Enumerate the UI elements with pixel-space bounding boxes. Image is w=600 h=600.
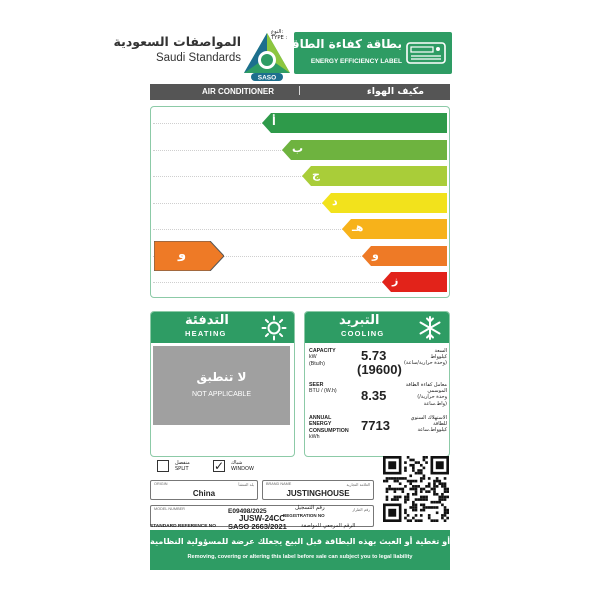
legal-warning-english: Removing, covering or altering this label before sale can subject you to legal liability [187,554,413,560]
registration-label-english: REGISTRATION NO [283,513,325,518]
rating-row-3 [151,193,449,213]
capacity-label-english: CAPACITY [309,348,336,354]
rating-bar-letter: ز [392,274,399,287]
not-applicable-arabic: لا تنطبق [196,370,247,384]
rating-bar-5 [362,246,447,266]
heating-title-arabic: التدفئة [185,313,229,328]
annual-label-ar [399,415,447,434]
registration-number: E09498/2025 [228,508,267,515]
cooling-title-english: COOLING [341,329,385,338]
seer-label-arabic: معامل كفاءة الطاقة الموسمي [405,382,447,395]
legal-warning-footer [150,530,472,570]
seer-unit-arabic: (وحدة حرارية/ واط.ساعة) [417,394,447,407]
saso-logo-block [113,30,291,82]
split-label-arabic: منفصل [175,460,190,466]
rating-bar-letter: ج [312,168,320,181]
brand-label-english: BRAND NAME [266,482,292,486]
saso-name-arabic: المواصفات السعودية [113,34,241,49]
product-type-separator: | [298,86,302,96]
registration-label [283,505,325,519]
split-label [175,460,190,472]
seer-label-ar [399,382,447,407]
capacity-unit-btu-arabic: (وحدة حرارية/ساعة) [403,360,447,367]
selected-rating-letter: و [178,246,187,262]
saso-logo-text: SASO [257,74,277,82]
brand-field [262,480,374,500]
capacity-value-btu: (19600) [357,362,402,377]
annual-label-english: ANNUAL ENERGY CONSUMPTION [309,415,349,434]
capacity-label [309,348,353,367]
eel-title-english: ENERGY EFFICIENCY LABEL [310,58,402,65]
cooling-header [305,312,449,343]
snowflake-icon [417,315,443,341]
rating-row-4 [151,219,449,239]
energy-efficiency-title [284,32,452,74]
split-type-option [157,457,207,479]
eel-title-arabic: بطاقة كفاءة الطاقة [284,37,402,51]
selected-rating-marker [154,241,224,271]
model-label-english: MODEL NUMBER [154,507,185,511]
energy-label [113,26,472,574]
annual-value: 7713 [361,418,390,433]
window-checkbox-checked: ✓ [214,459,225,473]
window-label-arabic: شباك [231,460,243,466]
capacity-row [309,348,447,376]
air-conditioner-icon [406,42,446,64]
origin-label-arabic: بلد المنشأ [238,482,254,487]
rating-bar-2 [302,166,447,186]
product-type-arabic: مكيف الهواء [366,86,424,97]
seer-unit: BTU / (W.h) [309,388,337,395]
heating-not-applicable [153,346,290,425]
capacity-unit-kw: kW [309,354,317,361]
capacity-value-kw: 5.73 [361,348,387,363]
window-type-option [213,457,265,479]
registration-label-arabic: رقم التسجيل [295,505,325,511]
capacity-label-arabic: السعة [434,348,447,354]
rating-bar-0 [262,113,447,133]
standard-reference-label-english: STANDARD REFERENCE NO [150,524,217,529]
annual-label-arabic: الاستهلاك السنوي للطاقة [410,415,447,428]
rating-bar-letter: د [332,194,338,208]
seer-label [309,382,353,395]
rating-bar-1 [282,140,447,160]
product-type-bar [150,84,450,100]
rating-bar-4 [342,219,447,239]
model-value: JUSW-24CC [238,514,286,523]
rating-row-6 [151,272,449,292]
not-applicable-english: NOT APPLICABLE [191,391,251,398]
rating-bar-letter: و [372,247,379,261]
standard-reference-value: SASO 2663/2021 [228,522,287,531]
window-label [231,460,254,472]
annual-label [309,415,353,440]
brand-label-arabic: العلامة التجارية [346,482,370,487]
origin-value: China [192,489,216,498]
annual-consumption-row [309,415,447,443]
seer-row [309,382,447,406]
rating-row-0 [151,113,449,133]
standard-reference-label-arabic: الرقم المرجعي للمواصفة [301,523,356,529]
type-caption-arabic: النوع: [271,29,284,35]
split-label-english: SPLIT [175,466,189,472]
sun-icon [261,315,287,341]
brand-value: JUSTINGHOUSE [286,489,350,498]
rating-row-1 [151,140,449,160]
product-type-english: AIR CONDITIONER [202,87,274,96]
qr-code [383,456,449,522]
capacity-unit-kw-arabic: كيلوواط [430,354,447,361]
cooling-panel [304,311,450,457]
rating-bar-3 [322,193,447,213]
origin-field [150,480,258,500]
split-checkbox [157,460,169,472]
annual-unit: kWh [309,433,320,440]
heating-panel [150,311,295,457]
rating-bar-6 [382,272,447,292]
seer-label-english: SEER [309,382,324,388]
model-label-arabic: رقم الطراز [352,507,370,512]
rating-bar-letter: ب [292,141,304,155]
heating-title-english: HEATING [185,329,227,338]
rating-row-2 [151,166,449,186]
type-caption [271,29,287,42]
annual-unit-arabic: كيلوواط.ساعة [417,427,447,434]
capacity-unit-btu: (Btu/h) [309,360,325,367]
heating-header [151,312,294,343]
cooling-title-arabic: التبريد [339,313,380,328]
type-caption-english: TYPE : [271,35,288,42]
legal-warning-arabic: إزالة أو تغطية أو العبث بهذه البطاقة قبل البيع يجعلك عرضة للمسؤولية النظامية [150,536,472,546]
saso-name-english: Saudi Standards [155,52,241,64]
rating-bar-letter: أ [272,115,276,128]
origin-label-english: ORIGIN [154,482,168,486]
capacity-label-ar [399,348,447,367]
seer-value: 8.35 [361,388,387,403]
window-label-english: WINDOW [231,466,254,472]
rating-bar-letter: هـ [352,221,364,234]
efficiency-rating-scale [150,106,450,298]
